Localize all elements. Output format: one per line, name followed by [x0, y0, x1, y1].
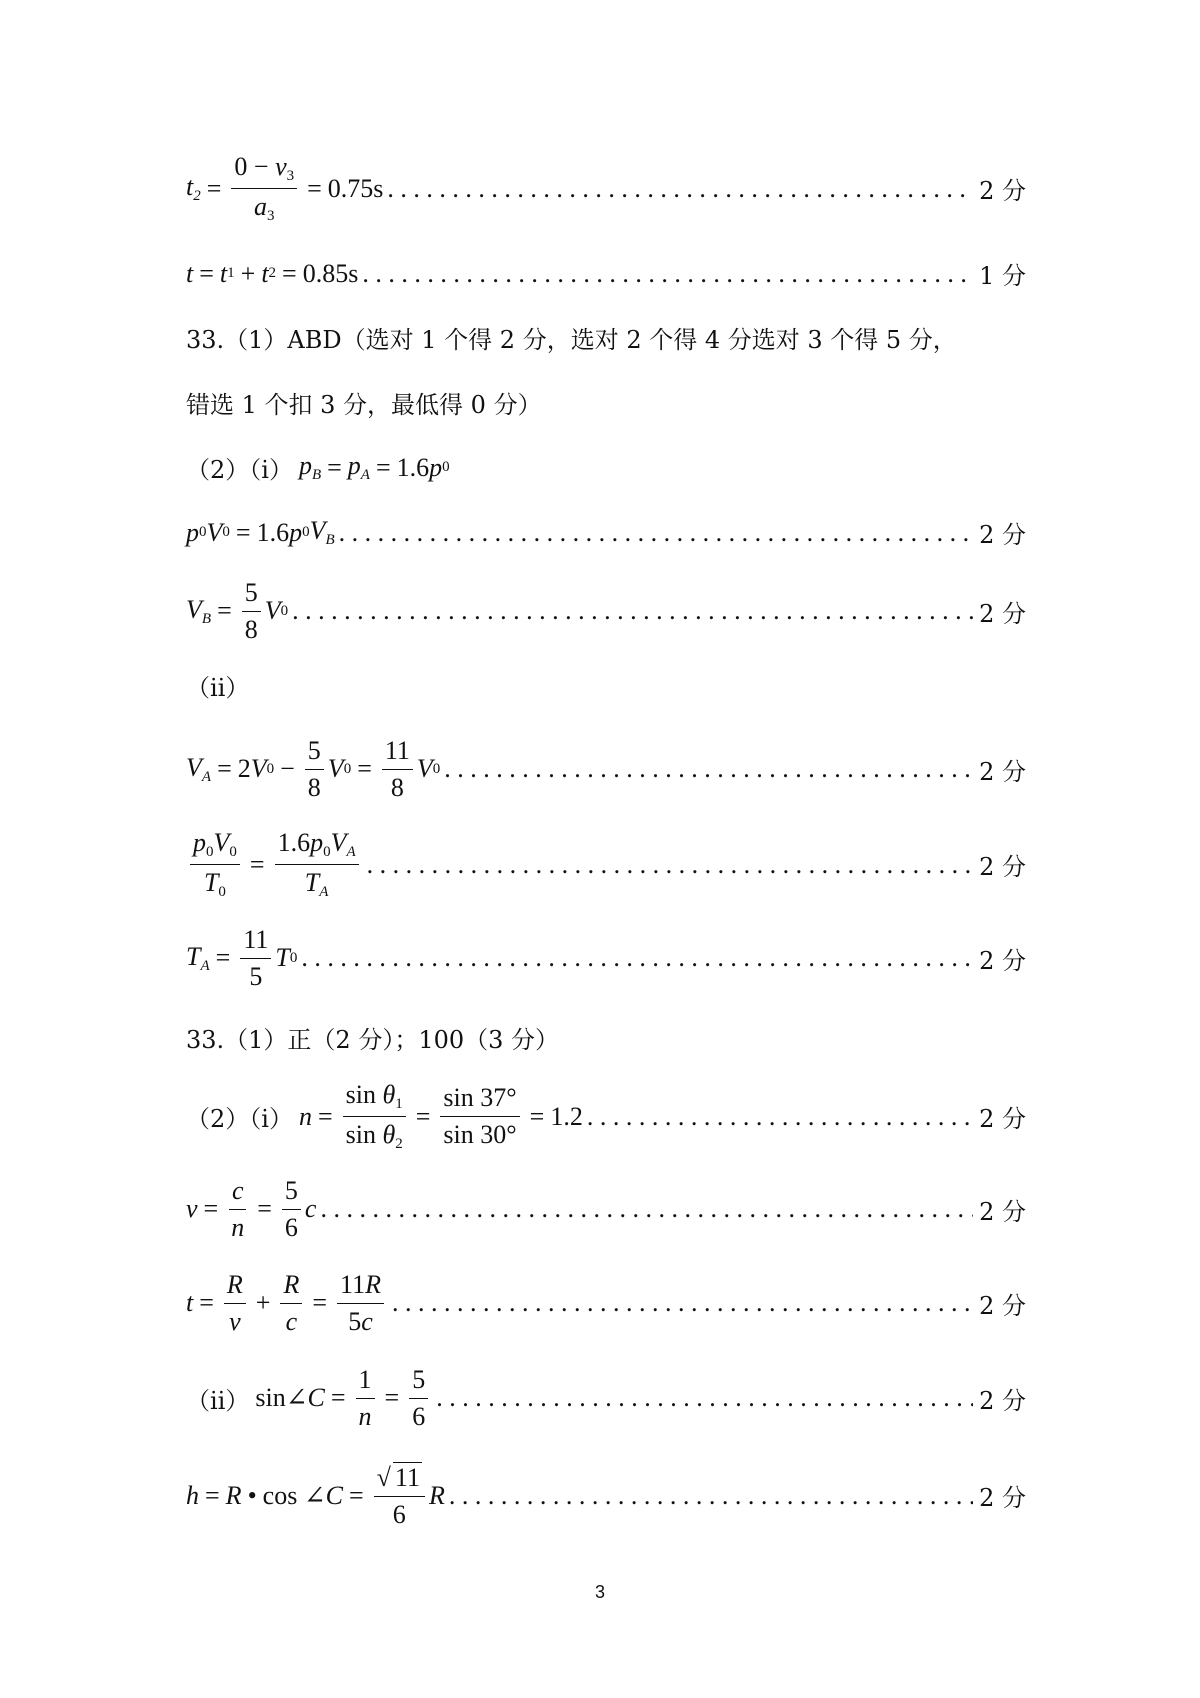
fraction: $\frac{0 - v_3}{a_3}$: [231, 152, 297, 226]
page-number: 3: [594, 1582, 605, 1602]
eq-va: $V_A$ = 2 V 0 − $\frac{5}{8}$ V 0 = $\frac{11}{8}$ V 0 . . . 2 分: [186, 736, 1026, 803]
eq-ta: $T_A$ = $\frac{11}{5}$ T 0 . . . 2 分: [186, 925, 1026, 992]
score: 2 分: [979, 1484, 1026, 1513]
fraction: $\frac{R}{c}$: [280, 1270, 302, 1337]
eq-vb: $V_B$ = $\frac{5}{8}$ V 0 . . . 2 分: [186, 578, 1026, 645]
score: 2 分: [979, 599, 1026, 628]
dot-leader: [387, 176, 973, 202]
eq-n: （2）（ⅰ） n = $\frac{\sin \theta_1}{\sin \theta_2}$ = $\frac{\sin 37^\circ}{\sin 30^\circ}$ = 1.2 . . . 2 分: [186, 1080, 1026, 1154]
eq-t-total: t = t 1 + t 2 = 0.85s . . . 1 分: [186, 256, 1026, 291]
dot-leader: [449, 1483, 973, 1509]
score: 1 分: [979, 262, 1026, 290]
dot-leader: [392, 1290, 973, 1316]
fraction: $\frac{p_0V_0}{T_0}$: [190, 828, 240, 902]
dot-leader: [339, 520, 973, 546]
eq-v: v = $\frac{c}{n}$ = $\frac{5}{6}$ c . . . 2 分: [186, 1176, 1026, 1243]
score: 2 分: [979, 853, 1026, 882]
fraction: $\frac{\sin 37^\circ}{\sin 30^\circ}$: [440, 1083, 519, 1150]
score: 2 分: [979, 521, 1026, 549]
eq-boyle: p 0 V 0 = 1.6 p 0 $V_B$ . . . 2 分: [186, 515, 1026, 550]
q33b-part1: [186, 1020, 1026, 1055]
score: 2 分: [979, 1291, 1026, 1320]
fraction: $\frac{√ 11}{6}$: [374, 1462, 425, 1530]
fraction: $\frac{11R}{5c}$: [337, 1270, 384, 1337]
part-label: （ⅱ）: [186, 674, 250, 702]
score: 2 分: [979, 1197, 1026, 1226]
q33-part1: [186, 320, 1026, 355]
part-label: （ⅱ）: [186, 1386, 250, 1415]
dot-leader: [301, 945, 973, 971]
part-label: （2）（ⅰ）: [186, 456, 293, 484]
q33-part1-cont: [186, 385, 1026, 420]
answer-text: 33.（1）正（2 分）；100（3 分）: [186, 1026, 560, 1054]
dot-leader: [367, 852, 973, 878]
eq-t-light: t = $\frac{R}{v}$ + $\frac{R}{c}$ = $\frac{11R}{5c}$ . . . 2 分: [186, 1270, 1026, 1337]
score: 2 分: [979, 757, 1026, 786]
dot-leader: [320, 1196, 973, 1222]
answer-text: 33.（1）ABD（选对 1 个得 2 分，选对 2 个得 4 分选对 3 个得 5 分，: [186, 326, 957, 354]
fraction: $\frac{5}{6}$: [409, 1365, 428, 1432]
dot-leader: [436, 1385, 973, 1411]
part-ii-label: [186, 668, 1026, 703]
fraction: $\frac{\sin \theta_1}{\sin \theta_2}$: [343, 1080, 406, 1154]
fraction: $\frac{11}{8}$: [382, 736, 413, 803]
dot-leader: [587, 1104, 973, 1130]
score: 2 分: [979, 1105, 1026, 1134]
fraction: $\frac{11}{5}$: [240, 925, 271, 992]
eq-gas-law: $\frac{p_0V_0}{T_0}$ = $\frac{1.6p_0V_A}{T_A}$ . . . 2 分: [186, 828, 1026, 902]
dot-leader: [362, 261, 973, 287]
fraction: $\frac{R}{v}$: [224, 1270, 246, 1337]
answer-text: 错选 1 个扣 3 分，最低得 0 分）: [186, 391, 542, 419]
score: 2 分: [979, 177, 1026, 206]
dot-leader: [444, 756, 973, 782]
fraction: $\frac{c}{n}$: [228, 1176, 247, 1243]
fraction: $\frac{5}{6}$: [282, 1176, 301, 1243]
score: 2 分: [979, 946, 1026, 975]
eq-pb: （2）（ⅰ） $p_B$ = $p_A$ = 1.6 p 0: [186, 451, 450, 484]
eq-h: h = R • cos ∠ C = $\frac{√ 11}{6}$ R . . . 2 分: [186, 1462, 1026, 1530]
fraction: $\frac{1.6p_0V_A}{T_A}$: [275, 828, 359, 902]
fraction: $\frac{5}{8}$: [242, 578, 261, 645]
fraction: $\frac{5}{8}$: [305, 736, 324, 803]
score: 2 分: [979, 1386, 1026, 1415]
dot-leader: [292, 598, 973, 624]
eq-sinc: （ⅱ） sin∠ C = $\frac{1}{n}$ = $\frac{5}{6}$ . . . 2 分: [186, 1365, 1026, 1432]
eq-t2: $t_2$ = $\frac{0 - v_3}{a_3}$ = 0.75s . . . 2 分: [186, 152, 1026, 226]
fraction: $\frac{1}{n}$: [356, 1365, 375, 1432]
part-label: （2）（ⅰ）: [186, 1105, 293, 1134]
